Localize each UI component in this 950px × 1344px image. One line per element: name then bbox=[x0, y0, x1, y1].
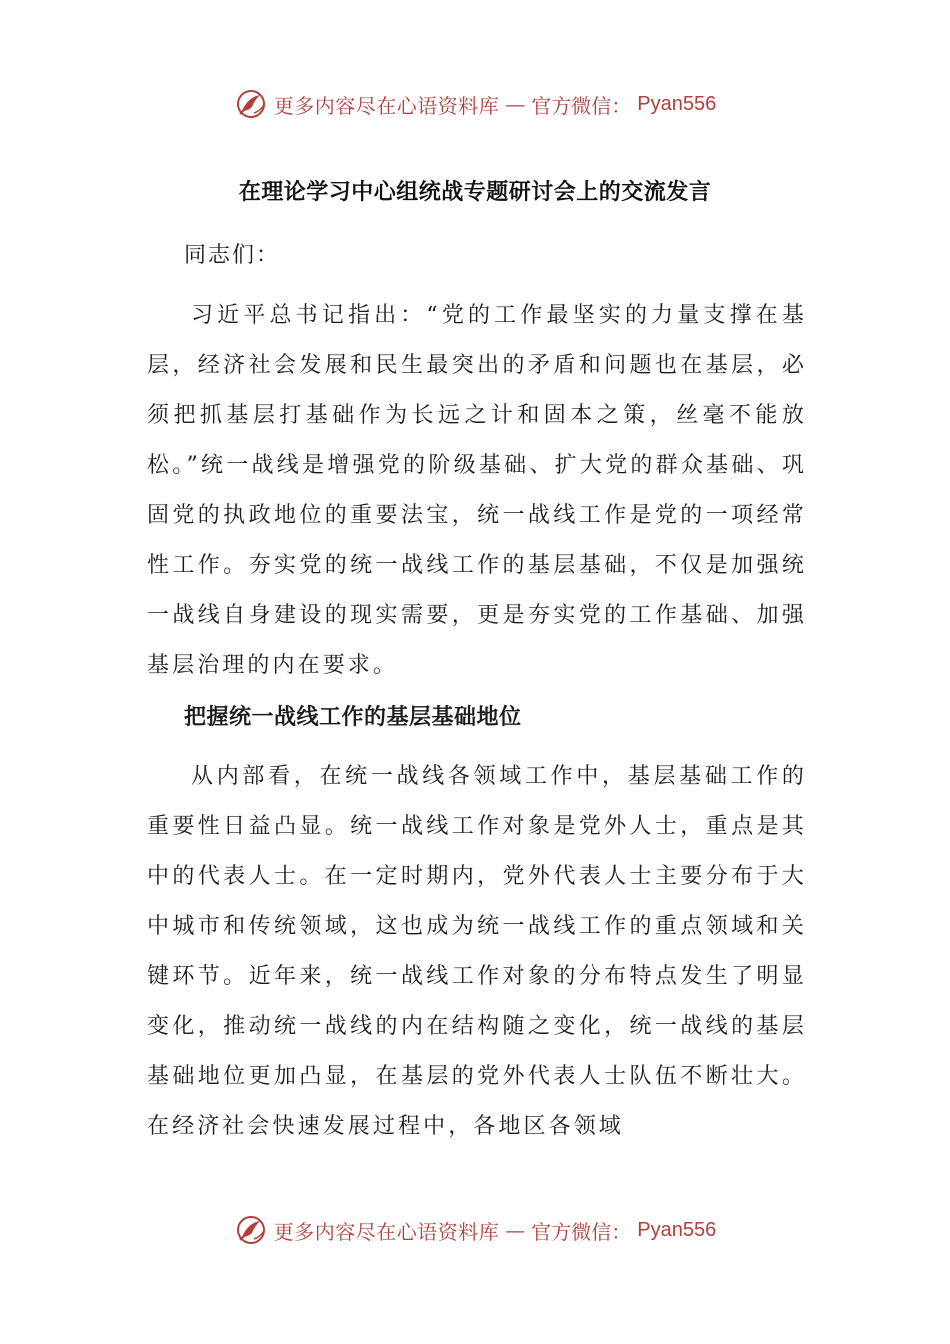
pen-logo-icon bbox=[234, 87, 268, 121]
watermark-wechat-label: 官方微信： bbox=[531, 93, 632, 118]
header-watermark bbox=[0, 84, 950, 124]
body-paragraph-2: 从内部看，在统一战线各领域工作中，基层基础工作的重要性日益凸显。统一战线工作对象是党外人士，重点是其中的代表人士。在一定时期内，党外代表人士主要分布于大中城市和传统领域，这也成为统一战线工作的重点领域和关键环节。近年来，统一战线工作对象的分布特点发生了明显变化，推动统一战线的内在结构随之变化，统一战线的基层基础地位更加凸显，在基层的党外代表人士队伍不断壮大。在经济社会快速发展过程中，各地区各领域 bbox=[147, 764, 807, 1139]
section-heading: 把握统一战线工作的基层基础地位 bbox=[184, 705, 522, 730]
watermark-wechat-id: Pyan556 bbox=[637, 92, 717, 115]
pen-logo-icon bbox=[234, 1213, 268, 1247]
footer-watermark bbox=[0, 1210, 950, 1250]
body-paragraph-1: 习近平总书记指出：“党的工作最坚实的力量支撑在基层，经济社会发展和民生最突出的矛盾和问题也在基层，必须把抓基层打基础作为长远之计和固本之策，丝毫不能放松。”统一战线是增强党的阶级基础、扩大党的群众基础、巩固党的执政地位的重要法宝，统一战线工作是党的一项经常性工作。夯实党的统一战线工作的基层基础，不仅是加强统一战线自身建设的现实需要，更是夯实党的工作基础、加强基层治理的内在要求。 bbox=[147, 303, 807, 678]
watermark-text: 更多内容尽在心语资料库 bbox=[273, 1219, 500, 1244]
watermark-text: 更多内容尽在心语资料库 bbox=[273, 93, 500, 118]
watermark-separator: — bbox=[505, 92, 526, 116]
watermark-wechat-label: 官方微信： bbox=[531, 1219, 632, 1244]
document-title: 在理论学习中心组统战专题研讨会上的交流发言 bbox=[238, 180, 712, 205]
watermark-separator: — bbox=[505, 1218, 526, 1242]
watermark-content bbox=[234, 87, 716, 121]
watermark-wechat-id: Pyan556 bbox=[637, 1218, 717, 1241]
watermark-content bbox=[234, 1213, 716, 1247]
salutation: 同志们： bbox=[184, 243, 281, 268]
